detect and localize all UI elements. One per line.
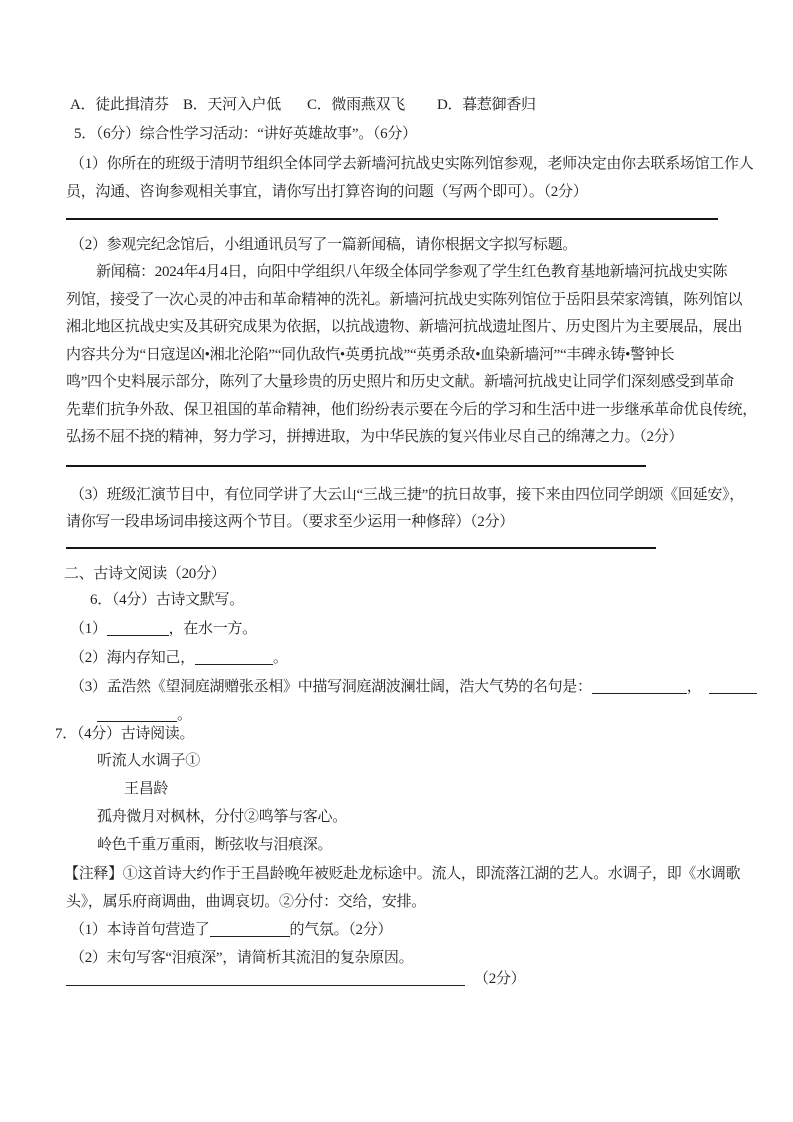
section-2-heading: 二、古诗文阅读（20分） — [64, 566, 226, 582]
q6-item-1-prefix: （1） — [70, 621, 107, 637]
poem-title: 听流人水调子① — [97, 753, 200, 769]
poem-note-line-1: 【注释】①这首诗大约作于王昌龄晚年被贬赴龙标途中。流人，即流落江湖的艺人。水调子，即《水调歌 — [64, 866, 741, 882]
q5-part2-prompt: （2）参观完纪念馆后，小组通讯员写了一篇新闻稿，请你根据文字拟写标题。 — [70, 237, 578, 253]
answer-blank — [195, 649, 273, 665]
q5-part3-line1: （3）班级汇演节目中，有位同学讲了大云山“三战三捷”的抗日故事，接下来由四位同学朗颂《回延安》， — [70, 487, 744, 503]
q6-item-3-line2 — [97, 706, 192, 724]
news-line-3: 湘北地区抗战史实及其研究成果为依据，以抗战遗物、新墙河抗战遗址图片、历史图片为主要展品，展出 — [66, 319, 743, 335]
option-b: B．天河入户低 — [183, 97, 281, 113]
q7-item-2: （2）末句写客“泪痕深”，请简析其流泪的复杂原因。 — [70, 950, 414, 966]
news-line-2: 列馆，接受了一次心灵的冲击和革命精神的洗礼。新墙河抗战史实陈列馆位于岳阳县荣家湾镇，陈列馆以 — [66, 292, 743, 308]
poem-line-2: 岭色千重万重雨，断弦收与泪痕深。 — [97, 837, 333, 853]
q5-part1-line1: （1）你所在的班级于清明节组织全体同学去新墙河抗战史实陈列馆参观，老师决定由你去联系场馆工作人 — [70, 156, 754, 172]
question-7-title: 7．（4分）古诗阅读。 — [55, 726, 195, 742]
answer-rule-3 — [66, 547, 656, 549]
q7-item-1 — [70, 921, 392, 939]
q6-item-1-suffix: ，在水一方。 — [168, 621, 257, 637]
poem-line-1: 孤舟微月对枫林，分付②鸣筝与客心。 — [97, 809, 347, 825]
option-d: D．暮惹御香归 — [437, 97, 536, 113]
news-line-4: 内容共分为“日寇逞凶•湘北沦陷”“同仇敌忾•英勇抗战”“英勇杀敌•血染新墙河”“丰碑永铸•警钟长 — [66, 347, 675, 363]
news-line-7: 弘扬不屈不挠的精神，努力学习，拼搏进取，为中华民族的复兴伟业尽自己的绵薄之力。（2分） — [66, 429, 684, 445]
q7-item-1-suffix: 的气氛。（2分） — [289, 922, 393, 938]
q7-answer-line — [66, 970, 525, 988]
poem-note-line-2: 头》，属乐府商调曲，曲调哀切。②分付：交给，安排。 — [66, 894, 427, 910]
q5-part1-line2: 员，沟通、咨询参观相关事宜，请你写出打算咨询的问题（写两个即可）。（2分） — [66, 184, 588, 200]
q6-item-3-line1 — [70, 678, 757, 696]
q5-part3-line2: 请你写一段串场词串接这两个节目。（要求至少运用一种修辞）（2分） — [66, 514, 514, 530]
q6-item-2-suffix: 。 — [272, 650, 288, 666]
q6-item-3-prefix: （3）孟浩然《望洞庭湖赠张丞相》中描写洞庭湖波澜壮阔，浩大气势的名句是： — [70, 679, 592, 695]
answer-blank — [592, 678, 687, 694]
question-6-title: 6．（4分）古诗文默写。 — [90, 592, 244, 608]
answer-blank — [107, 620, 169, 636]
news-line-1: 新闻稿：2024年4月4日，向阳中学组织八年级全体同学参观了学生红色教育基地新墙河抗战史实陈 — [96, 264, 728, 280]
poem-author: 王昌龄 — [124, 781, 169, 797]
answer-blank — [66, 970, 465, 986]
score-label: （2分） — [474, 971, 526, 987]
q6-item-2-prefix: （2）海内存知己， — [70, 650, 195, 666]
q6-item-3-line2-suffix: 。 — [177, 707, 192, 723]
news-line-6: 先辈们抗争外敌、保卫祖国的革命精神，他们纷纷表示要在今后的学习和生活中进一步继承革命优良传统， — [66, 402, 757, 418]
question-5-title: 5．（6分）综合性学习活动：“讲好英雄故事”。（6分） — [74, 126, 417, 142]
answer-rule-2 — [66, 465, 646, 467]
news-line-5: 鸣”四个史料展示部分，陈列了大量珍贵的历史照片和历史文献。新墙河抗战史让同学们深刻感受到革命 — [66, 374, 734, 390]
q6-item-3-comma: ， — [686, 679, 702, 695]
answer-blank — [709, 678, 757, 694]
answer-blank — [97, 706, 177, 722]
option-c: C．微雨燕双飞 — [307, 97, 405, 113]
option-a: A．徒此揖清芬 — [70, 97, 169, 113]
answer-blank — [210, 921, 290, 937]
answer-rule-1 — [66, 218, 718, 220]
q6-item-1 — [70, 620, 257, 638]
q6-item-2 — [70, 649, 288, 667]
q7-item-1-prefix: （1）本诗首句营造了 — [70, 922, 210, 938]
